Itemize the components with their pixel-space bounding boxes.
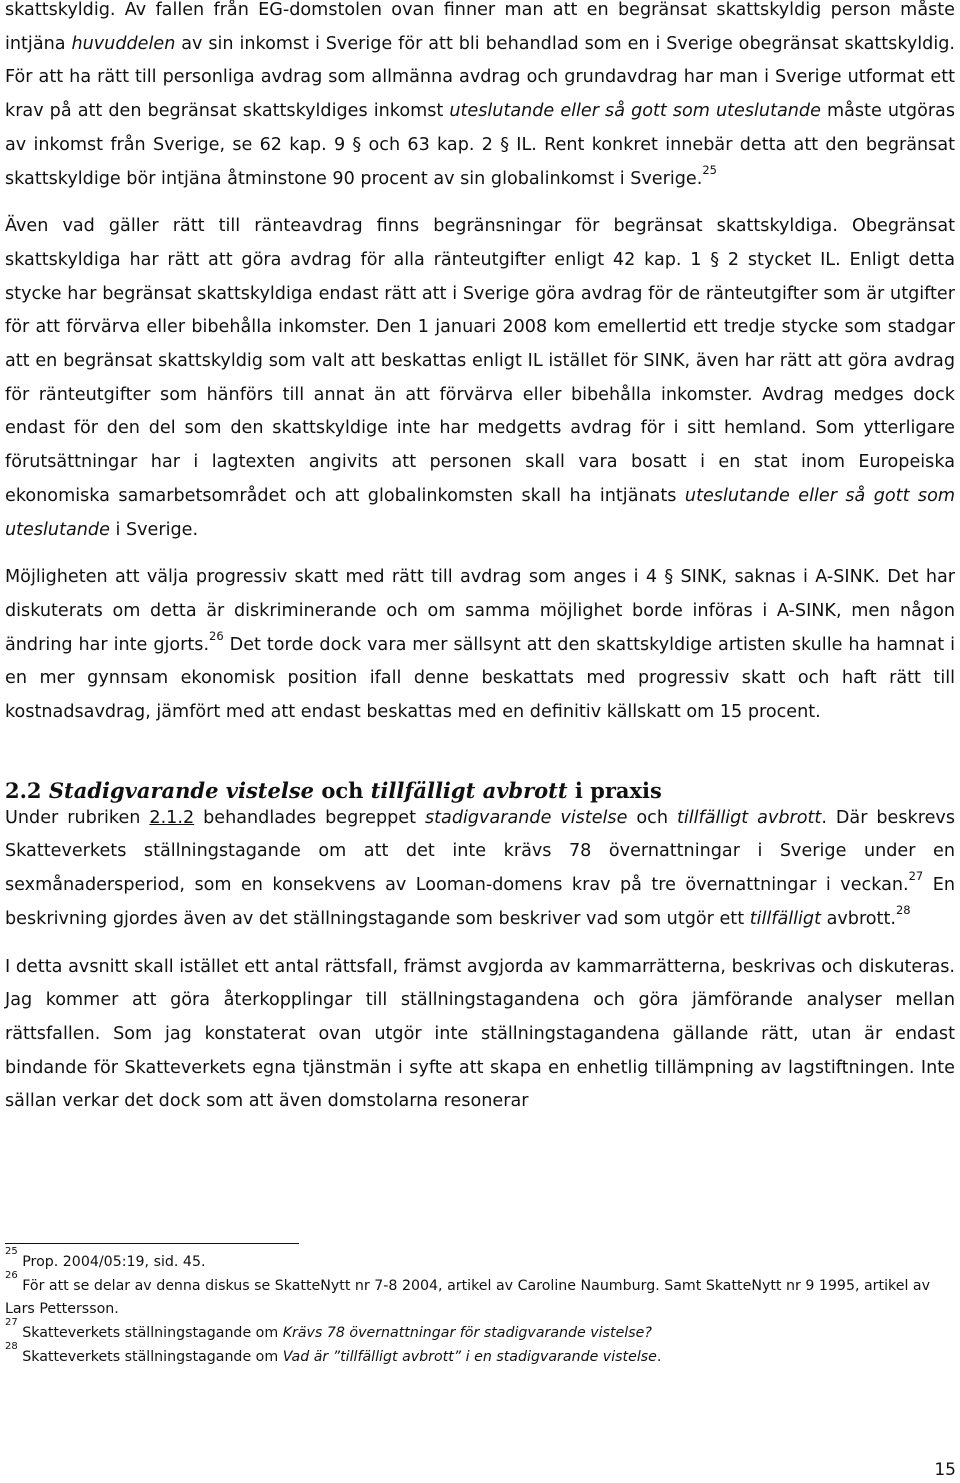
paragraph-rattsfall: I detta avsnitt skall istället ett antal rättsfall, främst avgjorda av kammarrätterna, beskrivas och diskuteras. Jag kommer att göra återkopplingar till ställningstagandena och göra jämförande analyser mellan rättsfallen. Som jag konstaterat ovan utgör inte ställningstagandena gällande rätt, utan är endast bindande för Skatteverkets egna tjänstmän i syfte att skapa en enhetlig tillämpning av lagstiftningen. Inte sällan verkar det dock som att även domstolarna resonerar <box>5 956 955 1112</box>
footnote-ref-27[interactable]: 27 <box>908 869 924 884</box>
footnote-27 <box>5 1317 955 1346</box>
text-run: i Sverige. <box>109 519 199 540</box>
text-run: Även vad gäller rätt till ränteavdrag finns begränsningar för begränsat skattskyldiga. Obegränsat skattskyldiga har rätt att göra avdrag för alla ränteutgifter enligt 42 kap. 1 § 2 stycket IL. Enligt detta stycke har begränsat skattskyldiga endast rätt att i Sverige göra avdrag för de ränteutgifter som är utgifter för att förvärva eller bibehålla inkomster. Den 1 januari 2008 kom emellertid ett tredje stycke som stadgar att en begränsat skattskyldig som valt att beskattas enligt IL istället för SINK, även har rätt att göra avdrag för ränteutgifter som hänförs till annat än att förvärva eller bibehålla inkomster. Avdrag medges dock endast för den del som den skattskyldige inte har medgetts avdrag för i sitt hemland. Som ytterligare förutsättningar har i lagtexten angivits att personen skall vara bosatt i en stat inom Europeiska ekonomiska samarbetsområdet och att globalinkomsten skall ha intjänats <box>5 216 955 506</box>
italic-run: huvuddelen <box>71 33 176 54</box>
text-run: Under rubriken <box>5 807 150 828</box>
document-page <box>5 0 956 1365</box>
heading-text: och <box>314 777 371 803</box>
text-run: av sin inkomst i Sverige för att bli behandlad som en i Sverige obegränsat skattskyldig. För att ha rätt till personliga avdrag som allmänna avdrag och grundavdrag har man i Sverige utformat ett krav på att den begränsat skattskyldiges inkomst <box>5 33 955 122</box>
footnote-text: Prop. 2004/05:19, sid. 45. <box>22 1254 206 1270</box>
paragraph-ranteavdrag <box>5 210 955 547</box>
paragraph-progressiv-skatt <box>5 561 955 730</box>
text-run: och <box>627 807 677 828</box>
footnote-ref-25[interactable]: 25 <box>702 162 717 177</box>
section-link[interactable]: 2.1.2 <box>149 807 195 828</box>
footnote-ref-28[interactable]: 28 <box>895 903 911 918</box>
footnote-italic: Krävs 78 övernattningar för stadigvarande vistelse? <box>282 1325 652 1342</box>
italic-run: uteslutande eller så gott som uteslutande <box>449 101 821 122</box>
text-run: behandlades begreppet <box>194 807 425 828</box>
footnote-25 <box>5 1246 955 1275</box>
page-number: 15 <box>934 1460 956 1480</box>
text-run: måste utgöras av inkomst från Sverige, se 62 kap. 9 § och 63 kap. 2 § IL. Rent konkret innebär detta att den begränsat skattskyldige bör intjäna åtminstone 90 procent av sin globalinkomst i Sverige. <box>5 101 956 189</box>
italic-run: tillfälligt <box>749 908 821 929</box>
footnote-number: 25 <box>5 1246 18 1258</box>
footnote-text: Skatteverkets ställningstagande om <box>22 1348 283 1365</box>
heading-italic: tillfälligt avbrott <box>370 777 568 803</box>
text-run: avbrott. <box>820 908 896 929</box>
footnote-separator <box>5 1243 299 1244</box>
italic-run: stadigvarande vistelse <box>424 807 628 828</box>
text-run: Det torde dock vara mer sällsynt att den skattskyldige artisten skulle ha hamnat i en mer gynnsam ekonomisk position ifall denne beskattats med progressiv skatt och haft rätt till kostnadsavdrag, jämfört med att endast beskattas med en definitiv källskatt om 15 procent. <box>5 634 955 723</box>
footnote-text: . <box>656 1348 662 1365</box>
footnote-28 <box>5 1341 955 1370</box>
italic-run: uteslutande eller så gott som uteslutande <box>5 485 955 540</box>
footnote-text: För att se delar av denna diskus se SkatteNytt nr 7-8 2004, artikel av Caroline Naumburg. Samt SkatteNytt nr 9 1995, artikel av Lars Pettersson. <box>5 1277 930 1318</box>
text-run: Möjligheten att välja progressiv skatt med rätt till avdrag som anges i 4 § SINK, saknas i A-SINK. Det har diskuterats om detta är diskriminerande och om samma möjlighet borde införas i A-SINK, men någon ändring har inte gjorts. <box>5 567 955 655</box>
footnote-number: 26 <box>5 1269 18 1281</box>
heading-number: 2.2 <box>5 777 49 803</box>
heading-italic: Stadigvarande vistelse <box>48 777 315 803</box>
footnote-italic: Vad är ”tillfälligt avbrott” i en stadigvarande vistelse <box>282 1348 657 1365</box>
footnote-number: 27 <box>5 1317 18 1329</box>
text-run: skattskyldig. Av fallen från EG-domstolen ovan finner man att en begränsat skattskyldig person måste intjäna <box>5 0 955 54</box>
footnote-number: 28 <box>5 1341 18 1353</box>
italic-run: tillfälligt avbrott <box>676 807 822 828</box>
text-run: . Där beskrevs Skatteverkets ställningstagande om att det inte krävs 78 övernattningar i Sverige under en sexmånadersperiod, som en konsekvens av Looman-domens krav på tre övernattningar i veckan. <box>5 807 955 896</box>
footnote-ref-26[interactable]: 26 <box>209 628 224 643</box>
paragraph-under-rubriken <box>5 802 955 937</box>
text-run: En beskrivning gjordes även av det ställningstagande som beskriver vad som utgör ett <box>5 875 955 929</box>
footnotes <box>5 1246 955 1370</box>
heading-text: i praxis <box>567 777 662 803</box>
footnote-26 <box>5 1269 955 1322</box>
paragraph-begransat-inkomst <box>5 0 955 196</box>
footnote-text: Skatteverkets ställningstagande om <box>22 1325 283 1342</box>
